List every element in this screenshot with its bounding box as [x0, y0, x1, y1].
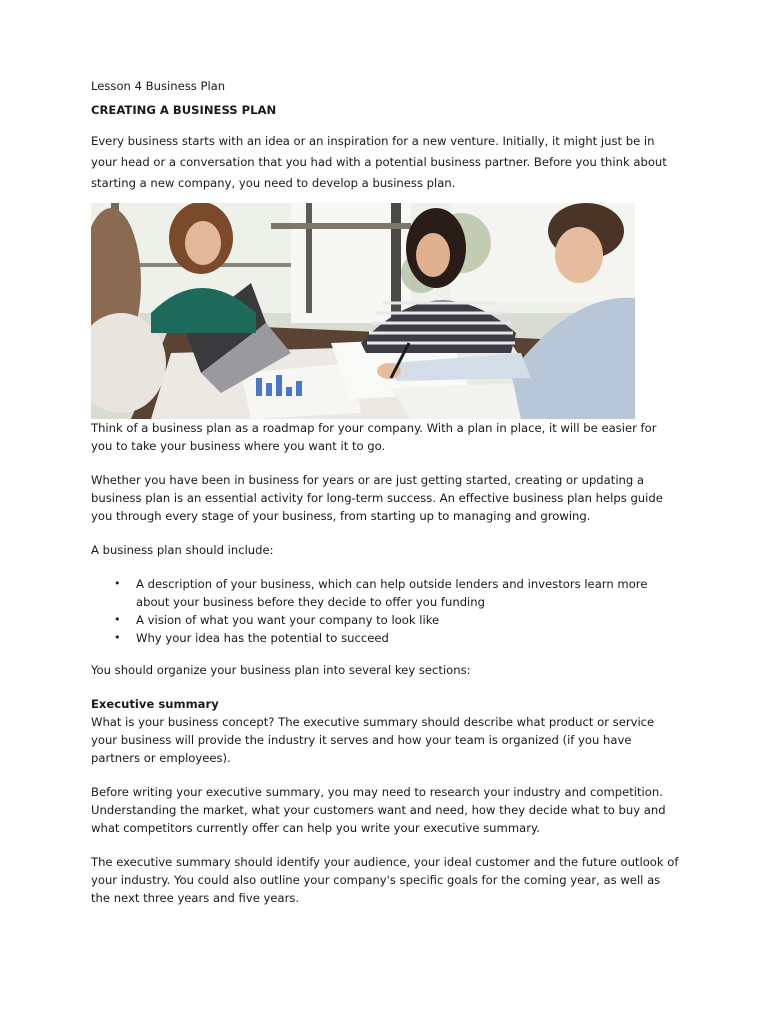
- whether-paragraph: Whether you have been in business for years or are just getting started, creating or updating a business plan is an essential activity for long-term success. An effective business plan helps guide you through every stage of your business, from starting up to managing and growing.: [91, 473, 663, 523]
- include-paragraph: A business plan should include:: [91, 543, 274, 557]
- list-item: [91, 629, 681, 647]
- executive-summary-paragraph-3: The executive summary should identify your audience, your ideal customer and the future outlook of your industry. You could also outline your company's specific goals for the coming year, as well as the next three years and five years.: [91, 855, 679, 905]
- executive-summary-paragraph-2: Before writing your executive summary, you may need to research your industry and competition. Understanding the market, what your customers want and need, how they decide what to buy and what competitors currently offer can help you write your executive summary.: [91, 785, 666, 835]
- lesson-title: Lesson 4 Business Plan: [91, 79, 226, 93]
- roadmap-paragraph: Think of a business plan as a roadmap for your company. With a plan in place, it will be easier for you to take your business where you want it to go.: [91, 421, 657, 453]
- intro-paragraph: Every business starts with an idea or an inspiration for a new venture. Initially, it might just be in your head or a conversation that you had with a potential business partner. Before you think about starting a new company, you need to develop a business plan.: [91, 134, 667, 190]
- list-item-text: A vision of what you want your company to look like: [136, 613, 440, 627]
- list-item: [91, 575, 681, 611]
- bullet-icon: •: [114, 631, 121, 644]
- organize-paragraph: You should organize your business plan into several key sections:: [91, 663, 471, 677]
- team-meeting-photo: [91, 203, 635, 419]
- list-item: [91, 611, 681, 629]
- executive-summary-heading: Executive summary: [91, 697, 219, 711]
- include-list: [91, 575, 681, 647]
- bullet-icon: •: [114, 613, 121, 626]
- list-item-text: A description of your business, which can help outside lenders and investors learn more about your business before they decide to offer you funding: [136, 577, 648, 609]
- executive-summary-paragraph-1: What is your business concept? The executive summary should describe what product or service your business will provide the industry it serves and how your team is organized (if you have partners or employees).: [91, 715, 655, 765]
- bullet-icon: •: [114, 577, 121, 590]
- section-heading: CREATING A BUSINESS PLAN: [91, 103, 277, 117]
- document-page: [91, 78, 681, 923]
- list-item-text: Why your idea has the potential to succeed: [136, 631, 389, 645]
